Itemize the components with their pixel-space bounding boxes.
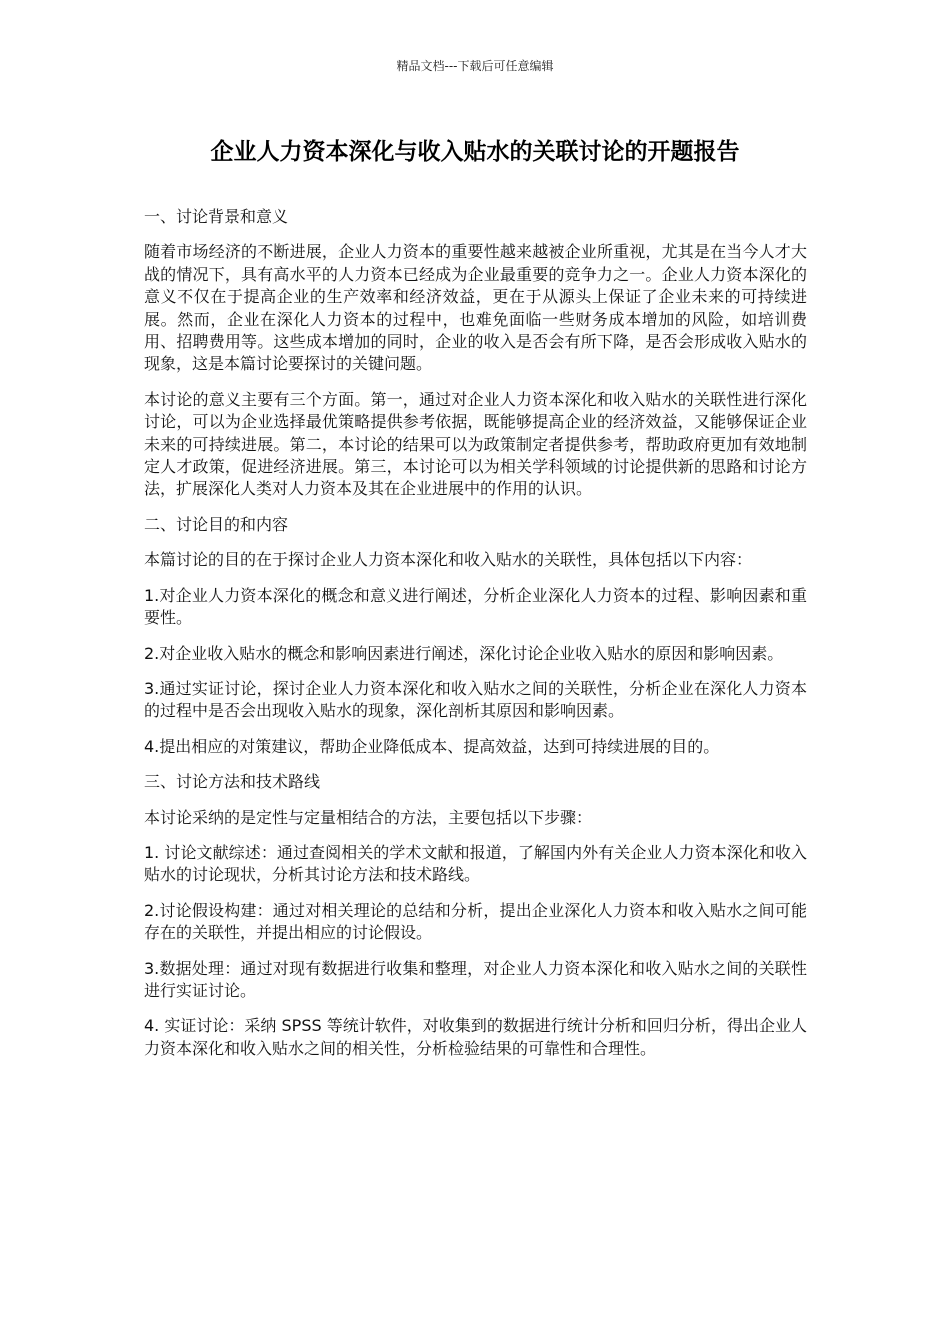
list-item-methods-4: 4. 实证讨论：采纳 SPSS 等统计软件，对收集到的数据进行统计分析和回归分析，得出企业人力资本深化和收入贴水之间的相关性，分析检验结果的可靠性和合理性。: [144, 1016, 807, 1058]
section-heading-methods: 三、讨论方法和技术路线: [144, 772, 321, 792]
list-item-methods-1: 1. 讨论文献综述：通过查阅相关的学术文献和报道，了解国内外有关企业人力资本深化和收入贴水的讨论现状，分析其讨论方法和技术路线。: [144, 842, 807, 885]
paragraph-background-1: 随着市场经济的不断进展，企业人力资本的重要性越来越被企业所重视，尤其是在当今人才大战的情况下，具有高水平的人力资本已经成为企业最重要的竞争力之一。企业人力资本深化的意义不仅在于提高企业的生产效率和经济效益，更在于从源头上保证了企业未来的可持续进展。然而，企业在深化人力资本的过程中，也难免面临一些财务成本增加的风险，如培训费用、招聘费用等。这些成本增加的同时，企业的收入是否会有所下降，是否会形成收入贴水的现象，这是本篇讨论要探讨的关键问题。: [144, 242, 807, 374]
list-item-methods-2: 2.讨论假设构建：通过对相关理论的总结和分析，提出企业深化人力资本和收入贴水之间可能存在的关联性，并提出相应的讨论假设。: [144, 900, 807, 943]
list-item-purpose-3: 3.通过实证讨论，探讨企业人力资本深化和收入贴水之间的关联性，分析企业在深化人力资本的过程中是否会出现收入贴水的现象，深化剖析其原因和影响因素。: [144, 678, 807, 721]
paragraph-methods-intro: 本讨论采纳的是定性与定量相结合的方法，主要包括以下步骤：: [144, 807, 593, 827]
list-item-purpose-4: 4.提出相应的对策建议，帮助企业降低成本、提高效益，达到可持续进展的目的。: [144, 736, 720, 756]
document-title: 企业人力资本深化与收入贴水的关联讨论的开题报告: [210, 139, 740, 165]
paragraph-background-2: 本讨论的意义主要有三个方面。第一，通过对企业人力资本深化和收入贴水的关联性进行深化讨论，可以为企业选择最优策略提供参考依据，既能够提高企业的经济效益，又能够保证企业未来的可持续进展。第二，本讨论的结果可以为政策制定者提供参考，帮助政府更加有效地制定人才政策，促进经济进展。第三，本讨论可以为相关学科领域的讨论提供新的思路和讨论方法，扩展深化人类对人力资本及其在企业进展中的作用的认识。: [144, 389, 807, 499]
list-item-purpose-1: 1.对企业人力资本深化的概念和意义进行阐述，分析企业深化人力资本的过程、影响因素和重要性。: [144, 585, 807, 628]
section-heading-background: 一、讨论背景和意义: [144, 207, 289, 226]
paragraph-purpose-intro: 本篇讨论的目的在于探讨企业人力资本深化和收入贴水的关联性，具体包括以下内容：: [144, 550, 753, 570]
list-item-methods-3: 3.数据处理：通过对现有数据进行收集和整理，对企业人力资本深化和收入贴水之间的关联性进行实证讨论。: [144, 958, 807, 1000]
header-note: 精品文档---下载后可任意编辑: [396, 59, 554, 73]
document-body: [144, 206, 807, 1073]
section-heading-purpose: 二、讨论目的和内容: [144, 514, 289, 534]
list-item-purpose-2: 2.对企业收入贴水的概念和影响因素进行阐述，深化讨论企业收入贴水的原因和影响因素。: [144, 643, 784, 663]
